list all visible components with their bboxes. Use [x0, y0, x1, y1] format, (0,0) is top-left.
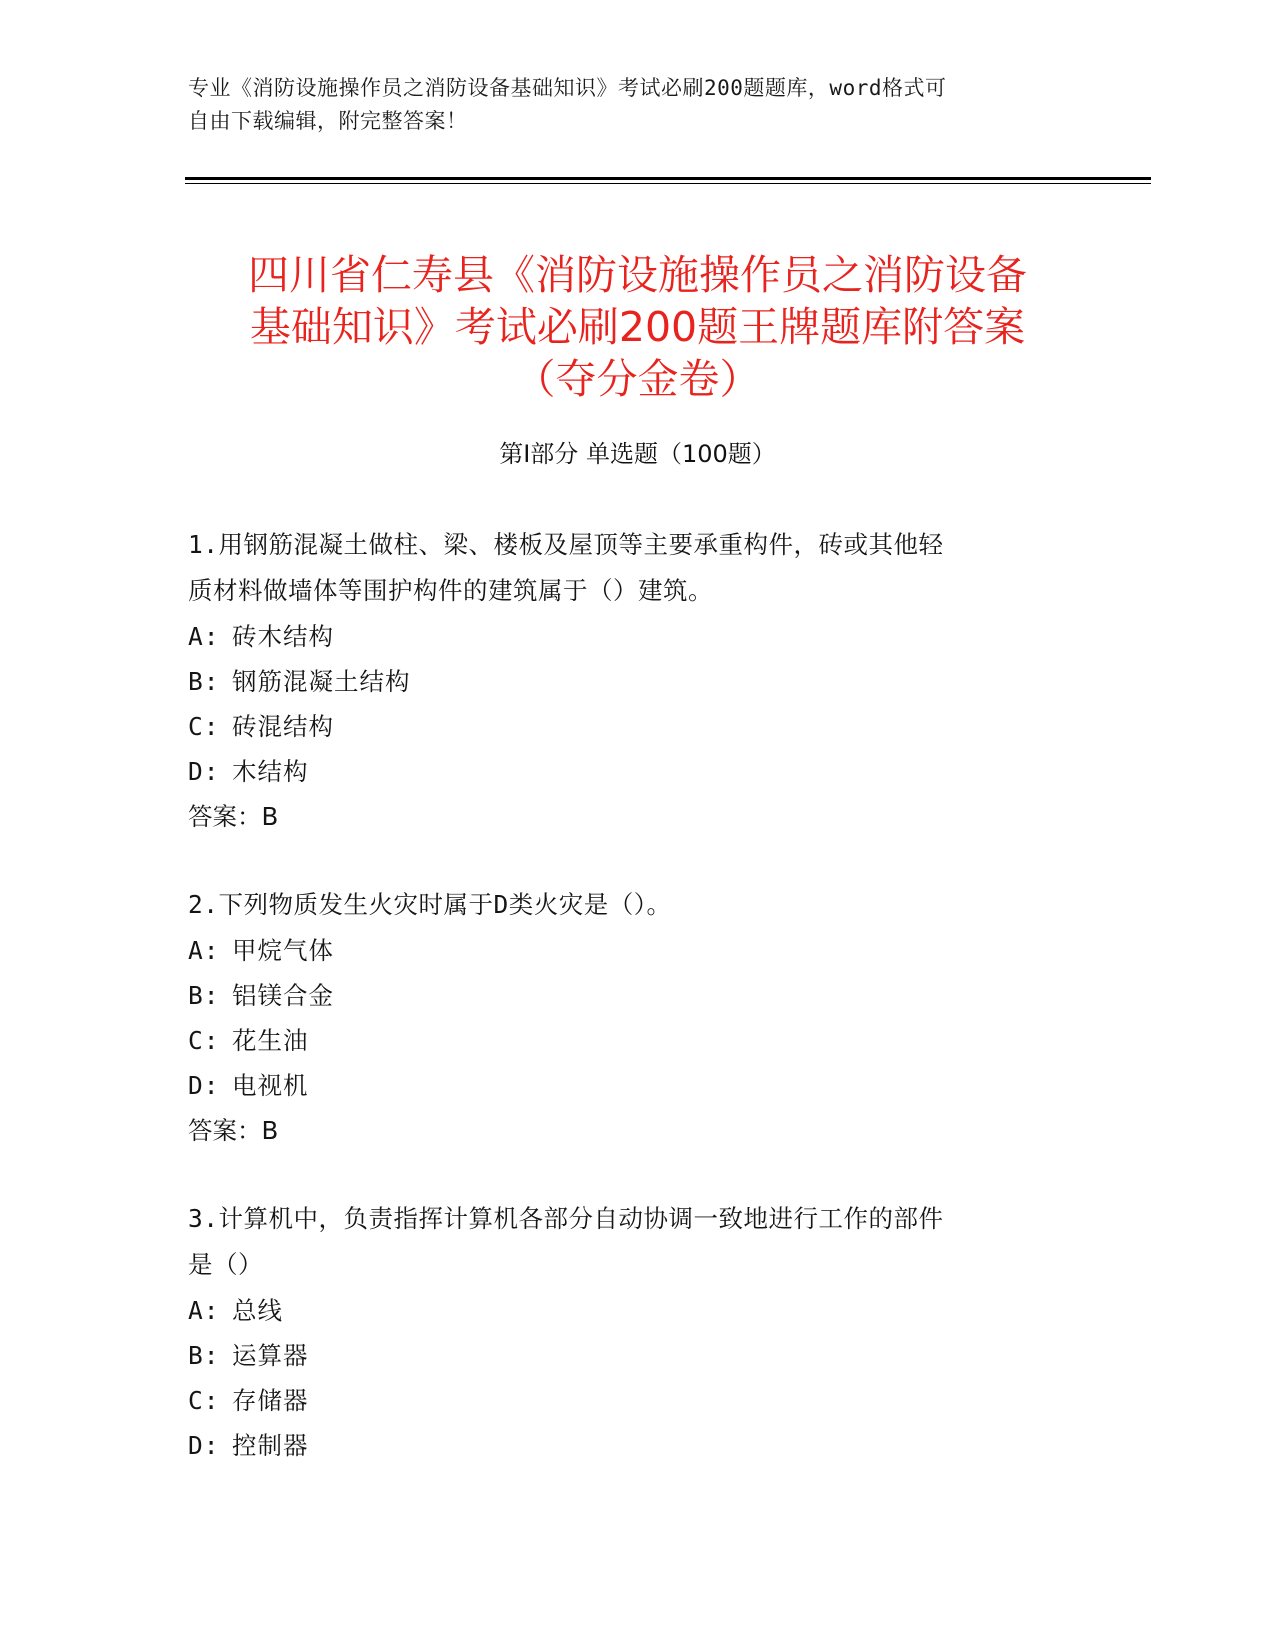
option-key: C:	[188, 712, 220, 741]
option-text: 控制器	[232, 1431, 309, 1460]
header-note	[188, 72, 1068, 138]
option-key: A:	[188, 1296, 220, 1325]
option-d	[188, 749, 1068, 794]
option-b	[188, 1333, 1068, 1378]
header-note-line-1: 专业《消防设施操作员之消防设备基础知识》考试必刷200题题库，word格式可	[188, 76, 947, 100]
answer-label: 答案：B	[188, 802, 279, 831]
option-text: 甲烷气体	[232, 936, 334, 965]
answer-label: 答案：B	[188, 1116, 279, 1145]
option-b	[188, 973, 1068, 1018]
question-stem-line-1: 1.用钢筋混凝土做柱、梁、楼板及屋顶等主要承重构件，砖或其他轻	[188, 530, 944, 559]
question-list	[188, 522, 1068, 1511]
option-b	[188, 659, 1068, 704]
option-a	[188, 1288, 1068, 1333]
option-key: A:	[188, 622, 220, 651]
option-text: 运算器	[232, 1341, 309, 1370]
header-divider-thick	[185, 177, 1151, 180]
question-1	[188, 522, 1068, 839]
option-text: 钢筋混凝土结构	[232, 667, 411, 696]
question-3	[188, 1196, 1068, 1468]
document-title-line-3: （夺分金卷）	[514, 355, 761, 404]
option-key: B:	[188, 981, 220, 1010]
option-key: C:	[188, 1026, 220, 1055]
option-a	[188, 614, 1068, 659]
option-text: 木结构	[232, 757, 309, 786]
question-stem-line-2: 质材料做墙体等围护构件的建筑属于（）建筑。	[188, 576, 713, 605]
option-c	[188, 1018, 1068, 1063]
option-key: A:	[188, 936, 220, 965]
option-c	[188, 1378, 1068, 1423]
option-key: D:	[188, 757, 220, 786]
option-text: 存储器	[232, 1386, 309, 1415]
question-2	[188, 882, 1068, 1153]
option-key: C:	[188, 1386, 220, 1415]
question-stem	[188, 522, 1068, 614]
option-text: 砖混结构	[232, 712, 334, 741]
question-stem	[188, 1196, 1068, 1288]
option-key: B:	[188, 667, 220, 696]
option-key: B:	[188, 1341, 220, 1370]
option-text: 总线	[232, 1296, 283, 1325]
option-key: D:	[188, 1431, 220, 1460]
option-text: 电视机	[232, 1071, 309, 1100]
option-d	[188, 1063, 1068, 1108]
document-title-line-1: 四川省仁寿县《消防设施操作员之消防设备	[248, 251, 1027, 300]
document-title	[150, 249, 1125, 405]
option-key: D:	[188, 1071, 220, 1100]
question-stem-line-1: 3.计算机中，负责指挥计算机各部分自动协调一致地进行工作的部件	[188, 1204, 944, 1233]
option-d	[188, 1423, 1068, 1468]
question-stem-line-1: 2.下列物质发生火灾时属于D类火灾是（）。	[188, 890, 672, 919]
option-text: 花生油	[232, 1026, 309, 1055]
header-divider-thin	[185, 183, 1151, 184]
option-text: 铝镁合金	[232, 981, 334, 1010]
document-title-line-2: 基础知识》考试必刷200题王牌题库附答案	[249, 303, 1026, 352]
option-c	[188, 704, 1068, 749]
section-heading: 第Ⅰ部分 单选题（100题）	[499, 440, 776, 468]
question-stem-line-2: 是（）	[188, 1250, 263, 1279]
option-a	[188, 928, 1068, 973]
question-stem	[188, 882, 1068, 928]
option-text: 砖木结构	[232, 622, 334, 651]
header-note-line-2: 自由下载编辑，附完整答案！	[188, 109, 468, 133]
